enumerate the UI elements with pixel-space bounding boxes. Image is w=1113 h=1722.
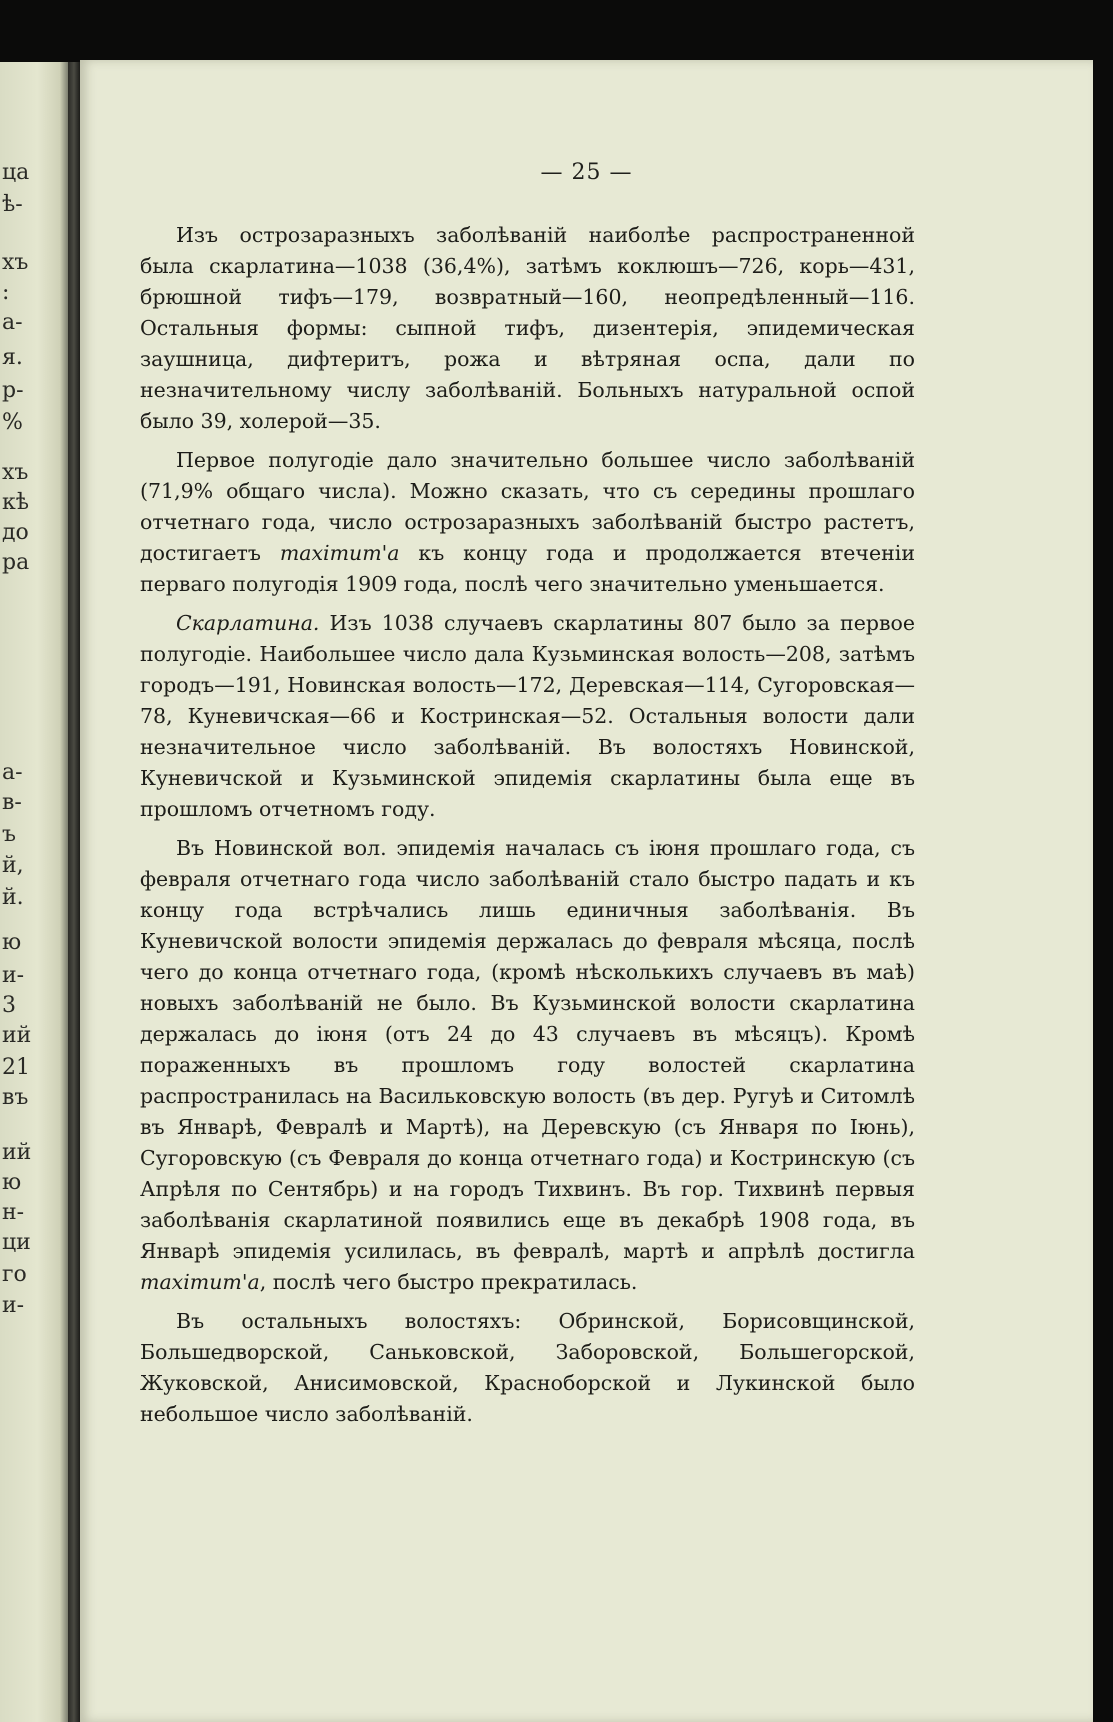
text-run: къ концу года и продолжается втеченіи перваго полугодія 1909 года, послѣ чего значительно уменьшается. bbox=[140, 541, 915, 596]
page-number: — 25 — bbox=[540, 160, 633, 185]
paragraph bbox=[140, 608, 915, 825]
previous-page-fragment: я. bbox=[2, 345, 23, 370]
paragraph bbox=[140, 1306, 915, 1430]
previous-page-fragment: а- bbox=[2, 310, 23, 335]
book-page bbox=[80, 60, 1093, 1722]
paragraph bbox=[140, 833, 915, 1298]
previous-page-fragment: ю bbox=[2, 930, 22, 955]
previous-page-fragment: ци bbox=[2, 1230, 31, 1255]
book-binding bbox=[68, 62, 80, 1722]
previous-page-fragment: й. bbox=[2, 885, 24, 910]
previous-page-fragment: ъ bbox=[2, 822, 16, 847]
previous-page-fragment: кѣ bbox=[2, 490, 30, 515]
previous-page-fragment: и- bbox=[2, 963, 25, 988]
previous-page-fragment: хъ bbox=[2, 460, 29, 485]
previous-page-fragment: ий bbox=[2, 1023, 32, 1048]
previous-page-fragment: 3 bbox=[2, 993, 16, 1018]
previous-page-fragment: и- bbox=[2, 1293, 25, 1318]
paragraph bbox=[140, 445, 915, 600]
previous-page-fragment: 21 bbox=[2, 1055, 30, 1080]
previous-page-fragment: ра bbox=[2, 550, 30, 575]
previous-page-fragment: ю bbox=[2, 1170, 22, 1195]
previous-page-fragment: н- bbox=[2, 1200, 25, 1225]
previous-page-fragment: р- bbox=[2, 378, 24, 403]
text-run: Изъ 1038 случаевъ скарлатины 807 было за первое полугодіе. Наибольшее число дала Кузьминская волость—208, затѣмъ городъ—191, Новинская волость—172, Деревская—114, Сугоровская—78, Куневичская—66 и Костринская—52. Остальныя волости дали незначительное число заболѣваній. Въ волостяхъ Новинской, Куневичской и Кузьминской эпидемія скарлатины была еще въ прошломъ отчетномъ году. bbox=[140, 611, 915, 821]
text-run: , послѣ чего быстро прекратилась. bbox=[259, 1270, 638, 1294]
previous-page-fragment: % bbox=[2, 410, 23, 435]
previous-page-fragment: а- bbox=[2, 760, 23, 785]
text-run: Въ Новинской вол. эпидемія началась съ іюня прошлаго года, съ февраля отчетнаго года число заболѣваній стало быстро падать и къ концу года встрѣчались лишь единичныя заболѣванія. Въ Куневичской волости эпидемія держалась до февраля мѣсяца, послѣ чего до конца отчетнаго года, (кромѣ нѣсколькихъ случаевъ въ маѣ) новыхъ заболѣваній не было. Въ Кузьминской волости скарлатина держалась до іюня (отъ 24 до 43 случаевъ въ мѣсяцъ). Кромѣ пораженныхъ въ прошломъ году волостей скарлатина распространилась на Васильковскую волость (въ дер. Ругуѣ и Ситомлѣ въ Январѣ, Февралѣ и Мартѣ), на Деревскую (съ Января по Іюнь), Сугоровскую (съ Февраля до конца отчетнаго года) и Костринскую (съ Апрѣля по Сентябрь) и на городъ Тихвинъ. Въ гор. Тихвинѣ первыя заболѣванія скарлатиной появились еще въ декабрѣ 1908 года, въ Январѣ эпидемія усилилась, въ февралѣ, мартѣ и апрѣлѣ достигла bbox=[140, 836, 915, 1263]
previous-page-fragment: хъ bbox=[2, 250, 29, 275]
paragraph bbox=[140, 220, 915, 437]
text-run: Въ остальныхъ волостяхъ: Обринской, Борисовщинской, Большедворской, Саньковской, Заборовской, Большегорской, Жуковской, Анисимовской, Красноборской и Лукинской было небольшое число заболѣваній. bbox=[140, 1309, 915, 1426]
text-run: Изъ острозаразныхъ заболѣваній наиболѣе распространенной была скарлатина—1038 (36,4%), затѣмъ коклюшъ—726, корь—431, брюшной тифъ—179, возвратный—160, неопредѣленный—116. Остальныя формы: сыпной тифъ, дизентерія, эпидемическая заушница, дифтеритъ, рожа и вѣтряная оспа, дали по незначительному числу заболѣваній. Больныхъ натуральной оспой было 39, холерой—35. bbox=[140, 223, 915, 433]
previous-page-fragment: го bbox=[2, 1262, 27, 1287]
previous-page-edge bbox=[0, 62, 68, 1722]
italic-run: maximum'а bbox=[140, 1270, 260, 1294]
previous-page-fragment: ца bbox=[2, 160, 30, 185]
italic-run: Скарлатина. bbox=[176, 611, 320, 635]
previous-page-fragment: в- bbox=[2, 790, 22, 815]
italic-run: maximum'а bbox=[279, 541, 400, 565]
text-run: Первое полугодіе дало значительно большее число заболѣваній (71,9% общаго числа). Можно сказать, что съ середины прошлаго отчетнаго года, число острозаразныхъ заболѣваній быстро растетъ, достигаетъ bbox=[140, 448, 915, 565]
previous-page-fragment: ий bbox=[2, 1140, 32, 1165]
previous-page-fragment: : bbox=[2, 280, 10, 305]
previous-page-fragment: ѣ- bbox=[2, 192, 23, 217]
previous-page-fragment: въ bbox=[2, 1085, 29, 1110]
previous-page-fragment: до bbox=[2, 520, 29, 545]
body-text bbox=[140, 220, 915, 1438]
previous-page-fragment: й, bbox=[2, 853, 24, 878]
